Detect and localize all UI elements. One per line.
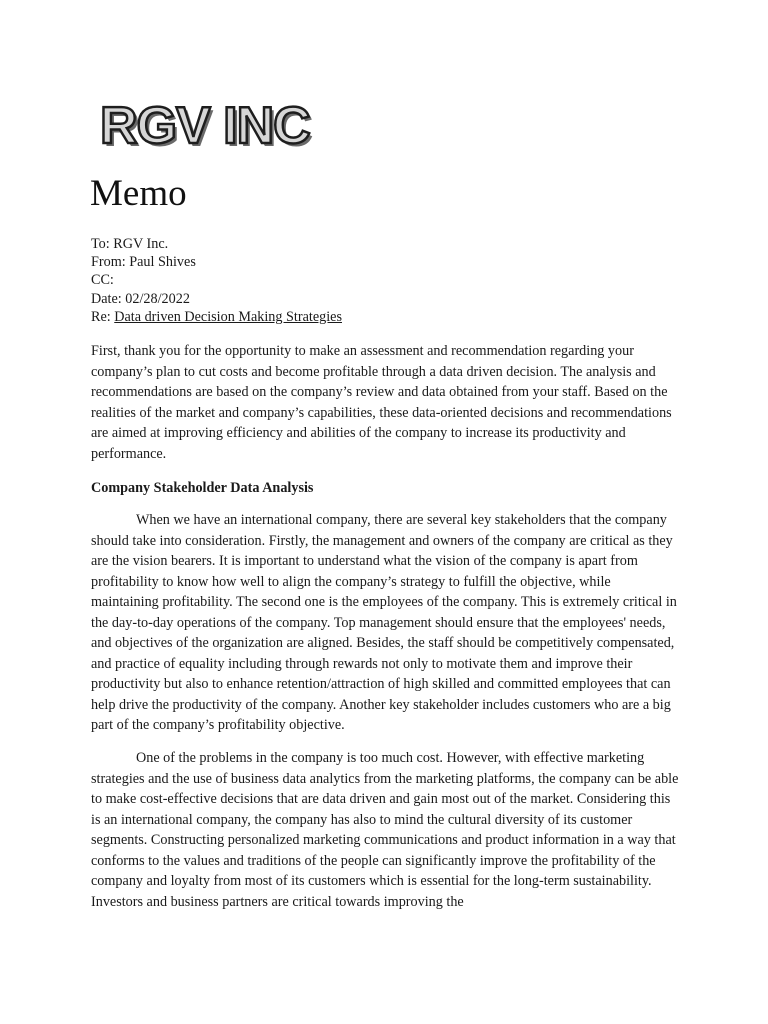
from-line	[91, 253, 342, 271]
from-value: Paul Shives	[129, 254, 196, 271]
date-line	[91, 290, 342, 308]
to-line	[91, 235, 342, 253]
memo-title: Memo	[90, 173, 187, 214]
memo-header	[91, 235, 342, 326]
body-paragraph: One of the problems in the company is too much cost. However, with effective marketing strategies and the use of business data analytics from the marketing platforms, the company can be able to make cost-effective decisions that are data driven and gain most out of the market. Considering this is an international company, the company has also to mind the cultural diversity of its customer segments. Constructing personalized marketing communications and product information in a way that conforms to the values and traditions of the people can significantly improve the profitability of the company and loyalty from most of its customers which is essential for the long-term sustainability. Investors and business partners are critical towards improving the	[91, 750, 679, 910]
cc-line	[91, 271, 342, 289]
re-subject: Data driven Decision Making Strategies	[114, 308, 342, 325]
to-value: RGV Inc.	[113, 236, 169, 252]
intro-paragraph: First, thank you for the opportunity to make an assessment and recommendation regarding your company’s plan to cut costs and become profitable through a data driven decision. The analysis and recommendations are based on the company’s review and data obtained from your staff. Based on the realities of the market and company’s capabilities, these data-oriented decisions and recommendations are aimed at improving efficiency and abilities of the company to increase its productivity and performance.	[91, 343, 672, 462]
cc-label: CC:	[91, 272, 114, 289]
to-label: To:	[91, 236, 110, 252]
re-label: Re:	[91, 308, 111, 325]
body-paragraph: When we have an international company, there are several key stakeholders that the company should take into consideration. Firstly, the management and owners of the company are critical as they are the vision bearers. It is important to understand what the vision of the company is apart from profitability to know how well to align the company’s strategy to fulfill the objective, while maintaining profitability. The second one is the employees of the company. This is extremely critical in the day-to-day operations of the company. Top management should ensure that the employees' needs, and objectives of the organization are aligned. Besides, the staff should be competitively compensated, and practice of equality including through rewards not only to motivate them and improve their productivity but also to enhance retention/attraction of high skilled and committed employees that can help drive the productivity of the company. Another key stakeholder includes customers who are a big part of the company’s profitability objective.	[91, 512, 677, 733]
section-heading: Company Stakeholder Data Analysis	[91, 480, 314, 496]
date-label: Date:	[91, 290, 122, 307]
company-logo: RGV INC	[100, 97, 310, 155]
from-label: From:	[91, 254, 126, 271]
re-line	[91, 308, 342, 326]
date-value: 02/28/2022	[125, 290, 190, 307]
